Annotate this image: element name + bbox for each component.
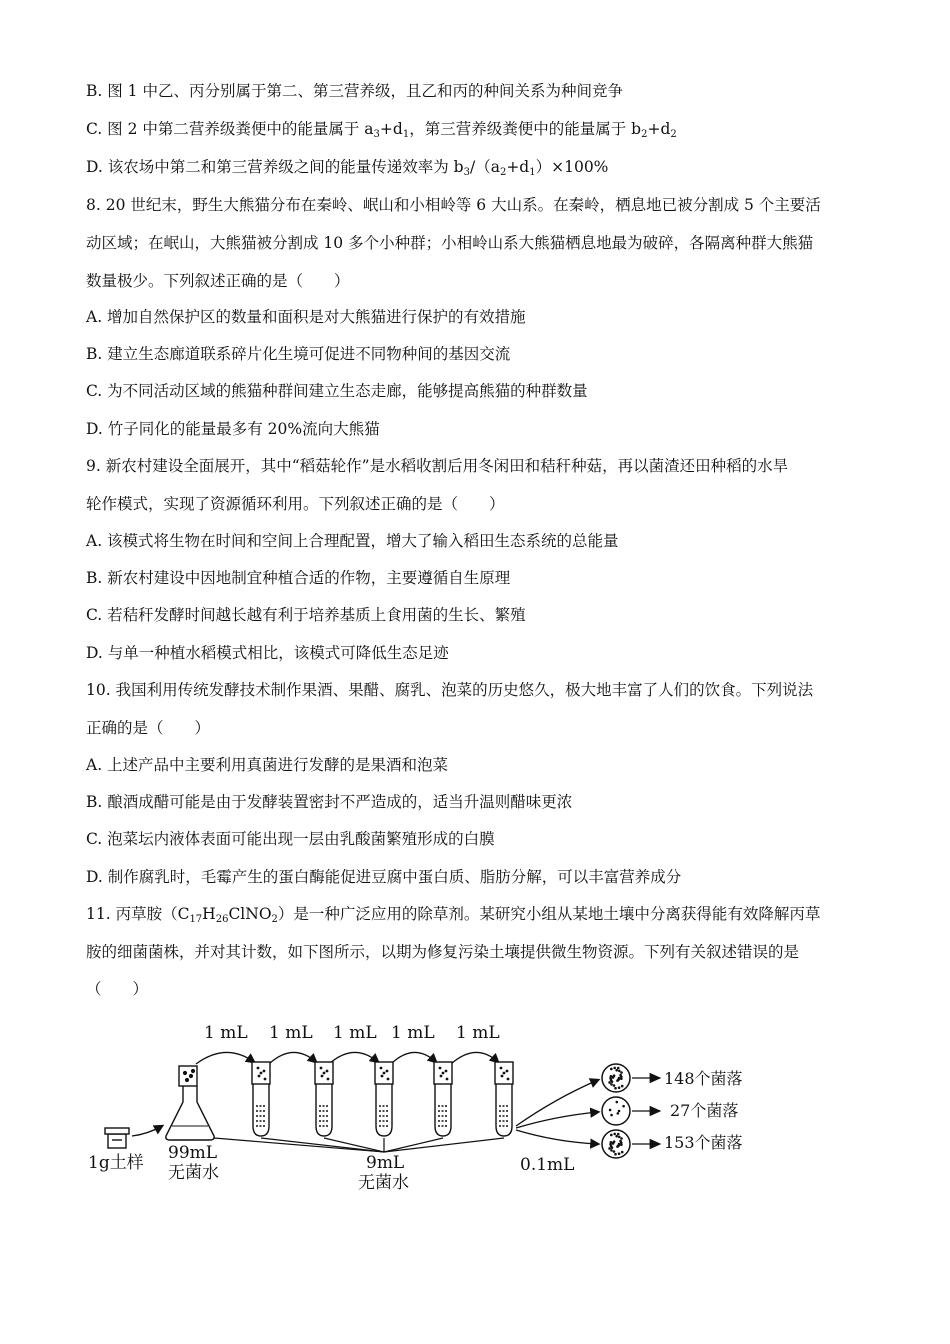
flask-water-label: 无菌水 bbox=[168, 1163, 219, 1183]
q9-stem-line1: 9. 新农村建设全面展开，其中“稻菇轮作”是水稻收割后用冬闲田和秸秆种菇，再以菌渣还田种稻的水旱 bbox=[86, 457, 789, 475]
q10-option-d: D. 制作腐乳时，毛霉产生的蛋白酶能促进豆腐中蛋白质、脂肪分解，可以丰富营养成分 bbox=[86, 868, 682, 886]
tube-connector-4 bbox=[384, 1138, 443, 1152]
q9-option-c: C. 若秸秆发酵时间越长越有利于培养基质上食用菌的生长、繁殖 bbox=[86, 606, 526, 624]
q11-stem-line1: 11. 丙草胺$(C_{17}H_{26}ClNO_2)$是一种广泛应用的除草剂。某研究小组从某地土壤中分离获得能有效降解丙草 bbox=[86, 905, 821, 925]
plating-arrow-1 bbox=[516, 1080, 598, 1126]
transfer-label-2: 1 mL bbox=[269, 1023, 313, 1043]
soil-sample-label: 1g土样 bbox=[88, 1153, 144, 1173]
q9-option-d: D. 与单一种植水稻模式相比，该模式可降低生态足迹 bbox=[86, 644, 449, 662]
transfer-label-1: 1 mL bbox=[204, 1023, 248, 1043]
test-tube-2 bbox=[315, 1062, 333, 1136]
petri-plate-2 bbox=[602, 1097, 660, 1125]
q9-stem-line2: 轮作模式，实现了资源循环利用。下列叙述正确的是（ ） bbox=[86, 495, 505, 513]
plating-arrow-3 bbox=[516, 1130, 598, 1144]
petri-plate-1 bbox=[602, 1064, 660, 1092]
tube-connector-lines bbox=[214, 1138, 504, 1152]
soil-to-flask-arrow bbox=[132, 1126, 162, 1136]
q8-option-b: B. 建立生态廊道联系碎片化生境可促进不同物种间的基因交流 bbox=[86, 345, 511, 363]
q8-option-c: C. 为不同活动区域的熊猫种群间建立生态走廊，能够提高熊猫的种群数量 bbox=[86, 382, 588, 400]
transfer-label-5: 1 mL bbox=[456, 1023, 500, 1043]
q10-stem-line2: 正确的是（ ） bbox=[86, 719, 211, 737]
colony-count-2: 27个菌落 bbox=[670, 1101, 739, 1120]
q8-option-d: D. 竹子同化的能量最多有 20%流向大熊猫 bbox=[86, 420, 380, 438]
transfer-arrow-4 bbox=[391, 1052, 436, 1064]
serial-dilution-figure bbox=[86, 1018, 786, 1198]
q10-stem-line1: 10. 我国利用传统发酵技术制作果酒、果醋、腐乳、泡菜的历史悠久，极大地丰富了人们的饮食。下列说法 bbox=[86, 681, 814, 699]
q9-option-a: A. 该模式将生物在时间和空间上合理配置，增大了输入稻田生态系统的总能量 bbox=[86, 532, 619, 550]
q7-option-c: C. 图 2 中第二营养级粪便中的能量属于 $a_3+d_1$，第三营养级粪便中的能量属于 $b_2+d_2$ bbox=[86, 120, 677, 140]
q7-option-b: B. 图 1 中乙、丙分别属于第二、第三营养级，且乙和丙的种间关系为种间竞争 bbox=[86, 82, 623, 100]
q10-option-b: B. 酿酒成醋可能是由于发酵装置密封不严造成的，适当升温则醋味更浓 bbox=[86, 793, 573, 811]
transfer-arrow-1 bbox=[196, 1052, 254, 1064]
transfer-label-3: 1 mL bbox=[333, 1023, 377, 1043]
q10-option-a: A. 上述产品中主要利用真菌进行发酵的是果酒和泡菜 bbox=[86, 756, 449, 774]
colony-count-3: 153个菌落 bbox=[664, 1133, 743, 1152]
tube-volume-label: 9mL bbox=[366, 1153, 405, 1173]
colony-count-1: 148个菌落 bbox=[664, 1069, 743, 1088]
q8-stem-line1: 8. 20 世纪末，野生大熊猫分布在秦岭、岷山和小相岭等 6 大山系。在秦岭，栖息地已被分割成 5 个主要活 bbox=[86, 196, 821, 214]
plating-arrows bbox=[516, 1080, 598, 1144]
transfer-label-4: 1 mL bbox=[391, 1023, 435, 1043]
flask bbox=[166, 1066, 214, 1140]
transfer-arrow-5 bbox=[451, 1052, 498, 1064]
flask-connector bbox=[214, 1138, 384, 1152]
transfer-arrow-3 bbox=[329, 1052, 378, 1064]
q8-stem-line2: 动区域；在岷山，大熊猫被分割成 10 多个小种群；小相岭山系大熊猫栖息地最为破碎，各隔离种群大熊猫 bbox=[86, 234, 814, 252]
q10-option-c: C. 泡菜坛内液体表面可能出现一层由乳酸菌繁殖形成的白膜 bbox=[86, 830, 495, 848]
q8-stem-line3: 数量极少。下列叙述正确的是（ ） bbox=[86, 272, 350, 290]
tube-connector-5 bbox=[384, 1138, 504, 1152]
q11-stem-line2: 胺的细菌菌株，并对其计数，如下图所示，以期为修复污染土壤提供微生物资源。下列有关叙述错误的是 bbox=[86, 943, 800, 961]
test-tube-1 bbox=[252, 1062, 270, 1136]
transfer-arrow-2 bbox=[269, 1052, 316, 1064]
q11-stem-line3: （ ） bbox=[86, 980, 149, 998]
tube-water-label: 无菌水 bbox=[358, 1173, 409, 1193]
petri-plates bbox=[602, 1064, 660, 1158]
test-tube-4 bbox=[434, 1062, 452, 1136]
q8-option-a: A. 增加自然保护区的数量和面积是对大熊猫进行保护的有效措施 bbox=[86, 308, 526, 326]
soil-sample-icon bbox=[105, 1128, 129, 1148]
flask-volume-label: 99mL bbox=[168, 1143, 218, 1163]
petri-plate-3 bbox=[602, 1130, 660, 1158]
plating-arrow-2 bbox=[516, 1112, 598, 1128]
test-tube-5 bbox=[495, 1062, 513, 1136]
q7-option-d: D. 该农场中第二和第三营养级之间的能量传递效率为 $b_3/(a_2+d_1)\times 100\%$ bbox=[86, 158, 609, 178]
test-tubes bbox=[252, 1062, 513, 1136]
plating-volume-label: 0.1mL bbox=[520, 1155, 575, 1175]
test-tube-3 bbox=[375, 1062, 393, 1136]
transfer-arrows bbox=[196, 1052, 498, 1064]
q9-option-b: B. 新农村建设中因地制宜种植合适的作物，主要遵循自生原理 bbox=[86, 569, 511, 587]
